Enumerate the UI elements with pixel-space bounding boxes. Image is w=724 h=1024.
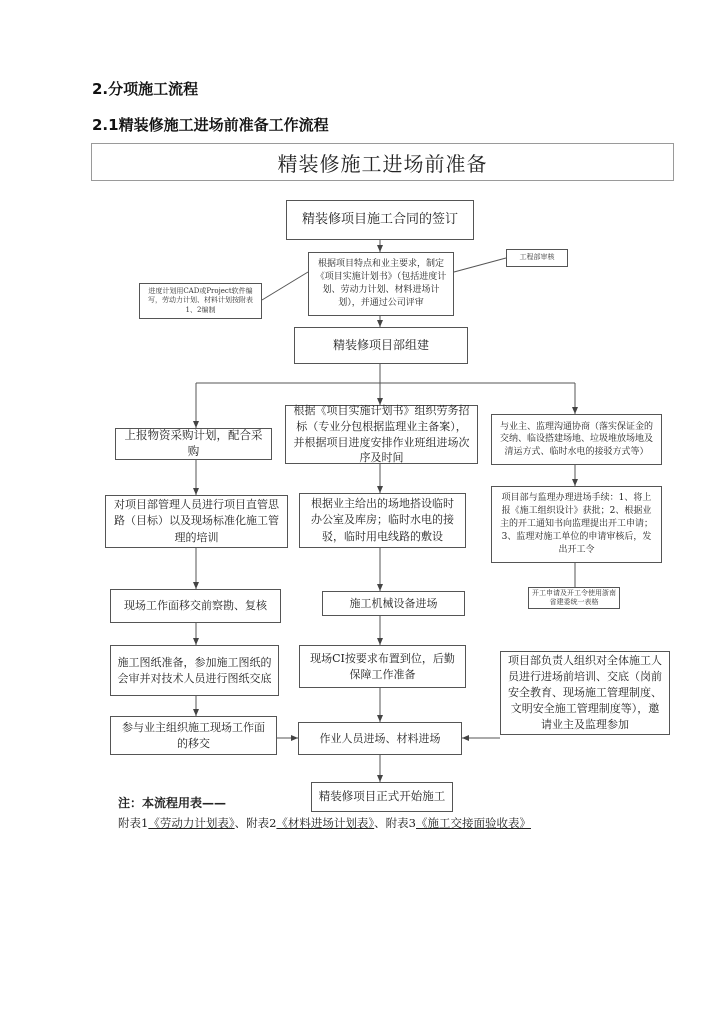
- node-procedures: 项目部与监理办理进场手续：1、将上报《施工组织设计》获批；2、根据业主的开工通知书向监理提出开工申请；3、监理对施工单位的申请审核后，发出开工令: [491, 486, 662, 563]
- node-org: 精装修项目部组建: [294, 327, 468, 364]
- node-training: 对项目部管理人员进行项目直管思路（目标）以及现场标准化施工管理的培训: [105, 495, 288, 548]
- appendix-1-prefix: 附表1: [118, 816, 149, 830]
- node-handover: 参与业主组织施工现场工作面的移交: [110, 716, 277, 755]
- node-ci-layout: 现场CI按要求布置到位，后勤保障工作准备: [299, 645, 466, 688]
- appendix-3-link[interactable]: 《施工交接面验收表》: [415, 816, 531, 830]
- line-note-left: [262, 272, 308, 300]
- node-safety: 项目部负责人组织对全体施工人员进行进场前培训、交底（岗前安全教育、现场施工管理制度、文明安全施工管理制度等），邀请业主及监理参加: [500, 651, 670, 735]
- appendix-3-prefix: 、附表3: [374, 816, 416, 830]
- node-drawings: 施工图纸准备，参加施工图纸的会审并对技术人员进行图纸交底: [110, 645, 279, 696]
- node-workers: 作业人员进场、材料进场: [298, 722, 462, 755]
- line-note-right: [454, 258, 506, 272]
- node-start: 精装修项目正式开始施工: [311, 782, 453, 812]
- flowchart-title-banner: 精装修施工进场前准备: [91, 143, 674, 181]
- node-plan-note-right: 工程部审核: [506, 249, 568, 267]
- notes-title: 注：本流程用表——: [118, 796, 227, 810]
- node-contract: 精装修项目施工合同的签订: [286, 200, 474, 240]
- node-purchase: 上报物资采购计划，配合采购: [115, 428, 272, 460]
- appendix-2-prefix: 、附表2: [234, 816, 277, 830]
- node-plan: 根据项目特点和业主要求，制定《项目实施计划书》（包括进度计划、劳动力计划、材料进场计划），并通过公司评审: [308, 252, 454, 316]
- node-communicate: 与业主、监理沟通协商（落实保证金的交纳、临设搭建场地、垃圾堆放场地及清运方式、临时水电的接驳方式等）: [491, 414, 662, 465]
- subsection-heading: 2.1精装修施工进场前准备工作流程: [92, 116, 329, 134]
- node-labor: 根据《项目实施计划书》组织劳务招标（专业分包根据监理业主备案），并根据项目进度安排作业班组进场次序及时间: [285, 405, 478, 464]
- section-heading: 2.分项施工流程: [92, 80, 199, 98]
- appendix-1-link[interactable]: 《劳动力计划表》: [148, 816, 235, 830]
- notes-appendix-line: [118, 815, 531, 831]
- node-temp-facility: 根据业主给出的场地搭设临时办公室及库房；临时水电的接驳，临时用电线路的敷设: [299, 493, 466, 548]
- node-procedures-note: 开工申请及开工令使用浙南省建委统一表格: [528, 587, 620, 609]
- node-survey: 现场工作面移交前察勘、复核: [110, 589, 281, 623]
- node-machinery: 施工机械设备进场: [322, 591, 465, 616]
- appendix-2-link[interactable]: 《材料进场计划表》: [276, 816, 375, 830]
- node-plan-note-left: 进度计划用CAD或Project软件编写，劳动力计划、材料计划按附表1、2编制: [139, 283, 262, 319]
